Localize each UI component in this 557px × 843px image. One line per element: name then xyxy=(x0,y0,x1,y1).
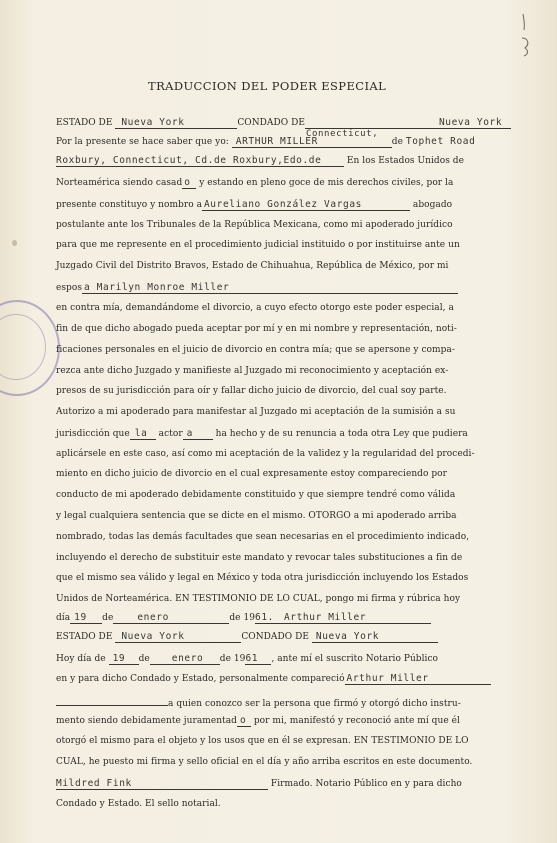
line-notario: Mildred Fink Firmado. Notario Público en y para dicho xyxy=(56,778,462,789)
line-estado-condado-2: ESTADO DE Nueva York CONDADO DE Nueva York xyxy=(56,631,438,643)
body-line: ficaciones personales en el juicio de divorcio en contra mía; que se apersone y compa- xyxy=(56,345,455,355)
body-line: Condado y Estado. El sello notarial. xyxy=(56,799,221,809)
line-nombro: presente constituyo y nombro a Aureliano González Vargas abogado xyxy=(56,199,453,210)
body-line: incluyendo el derecho de substituir este mandato y revocar tales substituciones a fin de xyxy=(56,553,463,563)
signature-mildred-fink: Mildred Fink xyxy=(56,778,132,789)
line-esposa: espos a Marilyn Monroe Miller xyxy=(56,282,458,294)
typed-state: Connecticut, xyxy=(306,129,379,139)
line-fecha-firma: día 19 de enero de 1961. Arthur Miller xyxy=(56,612,431,624)
line-comparecio: en y para dicho Condado y Estado, personalmente compareció Arthur Miller xyxy=(56,673,491,685)
body-line: para que me represente en el procedimiento judicial instituido o por instituirse ante un xyxy=(56,240,460,250)
body-line: rezca ante dicho Juzgado y manifieste al Juzgado mi reconocimiento y aceptación ex- xyxy=(56,366,449,376)
line-a-quien: a quien conozco ser la persona que firmó y otorgó dicho instru- xyxy=(56,694,461,709)
line-yo: Por la presente se hace saber que yo: ARTHUR MILLER de Tophet Road xyxy=(56,136,476,147)
body-line: postulante ante los Tribunales de la República Mexicana, como mi apoderado jurídico xyxy=(56,220,453,230)
body-line: aplicársele en este caso, así como mi aceptación de la validez y la regularidad del procedi- xyxy=(56,449,475,459)
body-line: CUAL, he puesto mi firma y sello oficial en el día y año arriba escritos en este documento. xyxy=(56,757,473,767)
signature-arthur-miller: Arthur Miller xyxy=(283,612,367,623)
body-line: nombrado, todas las demás facultades que sean necesarias en el procedimiento indicado, xyxy=(56,532,470,542)
body-line: y legal cualquiera sentencia que se dicte en el mismo. OTORGO a mi apoderado arriba xyxy=(56,511,457,521)
body-line: fin de que dicho abogado pueda aceptar por mí y en mi nombre y representación, noti- xyxy=(56,324,457,334)
body-line: presos de su jurisdicción para oír y fallar dicho juicio de divorcio, del cual soy parte. xyxy=(56,386,447,396)
line-roxbury: Roxbury, Connecticut, Cd.de Roxbury,Edo.de En los Estados Unidos de xyxy=(56,155,464,166)
document-title: TRADUCCION DEL PODER ESPECIAL xyxy=(148,79,387,93)
body-line: conducto de mi apoderado debidamente constituido y que siempre tendré como válida xyxy=(56,490,456,500)
body-line: Autorizo a mi apoderado para manifestar al Juzgado mi aceptación de la sumisión a su xyxy=(56,407,456,417)
handwritten-mark xyxy=(519,12,533,58)
line-actora: jurisdicción que la actor a ha hecho y de su renuncia a toda otra Ley que pudiera xyxy=(56,428,468,439)
body-line: otorgó el mismo para el objeto y los usos que en él se expresan. EN TESTIMONIO DE LO xyxy=(56,736,469,746)
body-line: Juzgado Civil del Distrito Bravos, Estado de Chihuahua, República de México, por mi xyxy=(56,261,449,271)
body-line: que el mismo sea válido y legal en México y toda otra jurisdicción incluyendo los Estados xyxy=(56,573,469,583)
body-line: Unidos de Norteamérica. EN TESTIMONIO DE LO CUAL, pongo mi firma y rúbrica hoy xyxy=(56,594,461,604)
paper-spot xyxy=(12,240,17,246)
line-estado-condado: ESTADO DE Nueva York CONDADO DE Nueva York xyxy=(56,117,511,129)
body-line: miento en dicho juicio de divorcio en el cual expresamente estoy compareciendo por xyxy=(56,469,447,479)
body-line: en contra mía, demandándome el divorcio, a cuyo efecto otorgo este poder especial, a xyxy=(56,303,454,313)
line-casado: Norteamérica siendo casad o y estando en pleno goce de mis derechos civiles, por la xyxy=(56,177,454,188)
line-juramentado: mento siendo debidamente juramentad o por mi, manifestó y reconoció ante mí que él xyxy=(56,715,460,726)
line-hoy-dia: Hoy día de 19 de enero de 1961 , ante mí el suscrito Notario Público xyxy=(56,653,439,664)
